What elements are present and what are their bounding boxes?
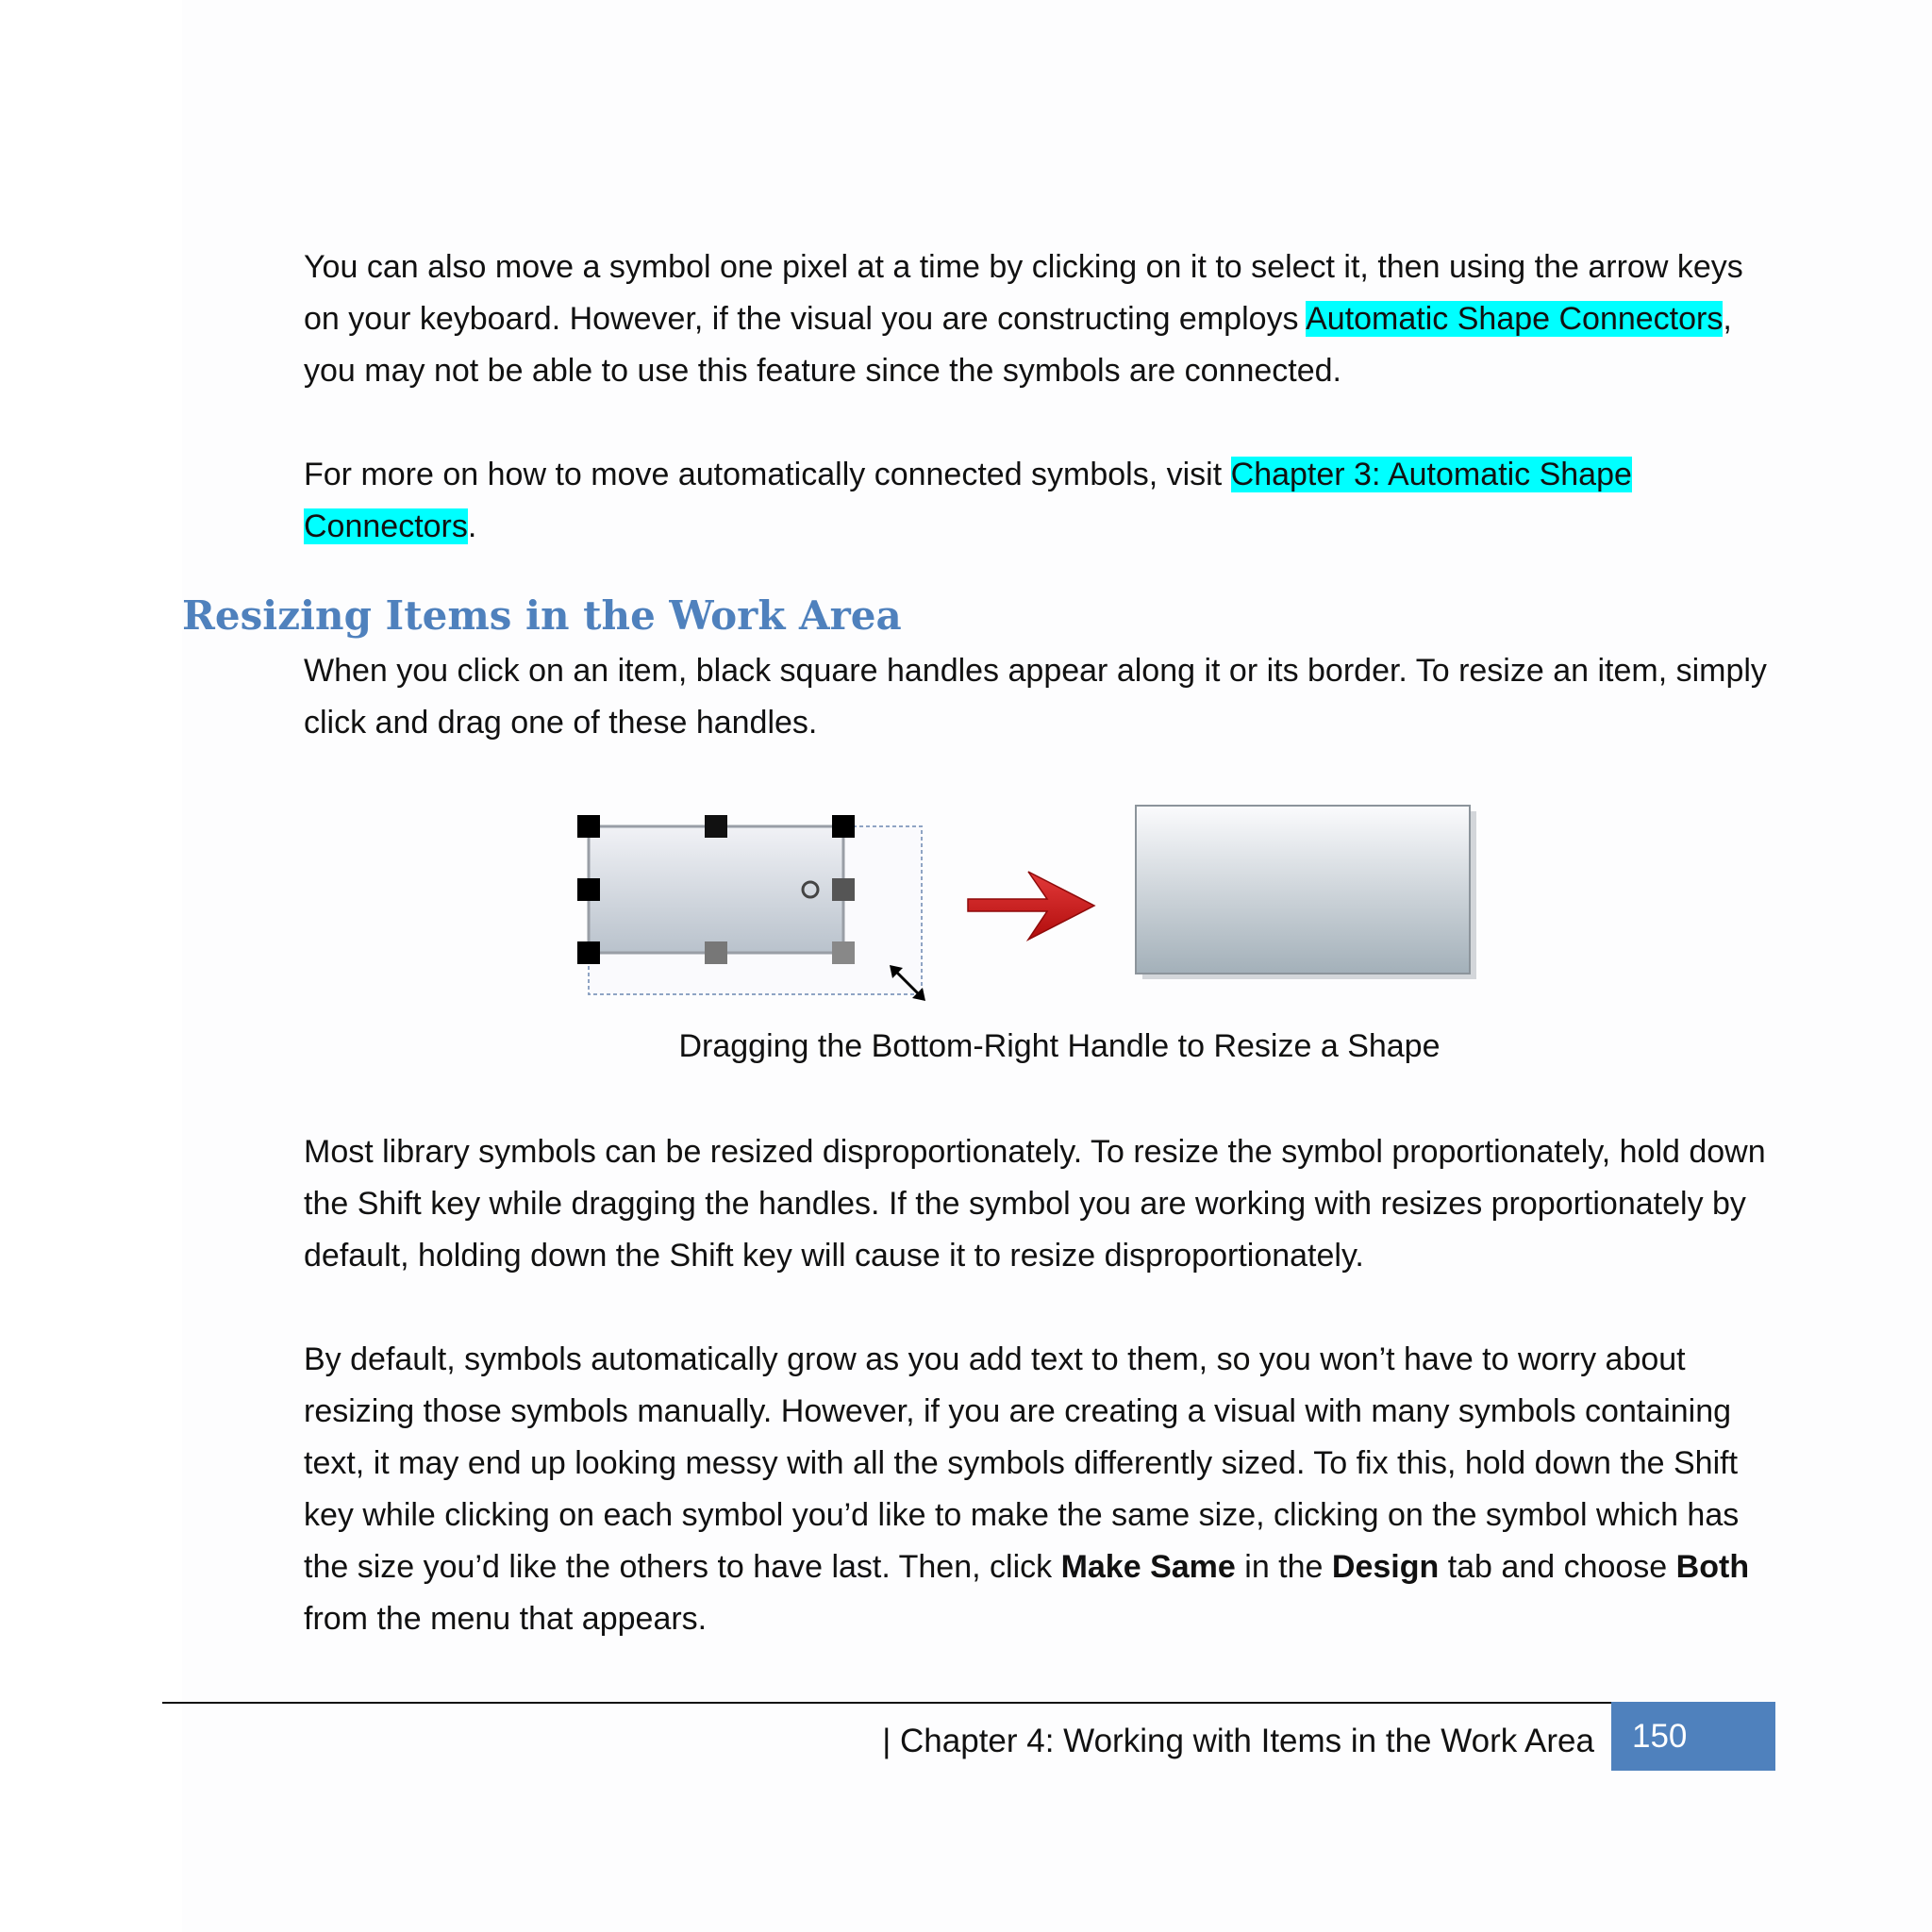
handle-top-left[interactable]: [577, 815, 600, 838]
paragraph-text: By default, symbols automatically grow as you add text to them, so you won’t have to worry about resizing those symbols manually. However, if you are creating a visual with many symbols containing text, it may end up looking messy with all the symbols differently sized. To fix this, hold down the Shift key while clicking on each symbol you’d like to make the same size, clicking on the symbol which has the size you’d like the others to have last. Then, click: [304, 1341, 1740, 1585]
handle-top-right[interactable]: [832, 815, 855, 838]
make-same-label: Make Same: [1060, 1549, 1236, 1585]
paragraph-more-info: [304, 449, 1775, 553]
page-number-badge: [1611, 1702, 1775, 1771]
footer-separator: |: [882, 1723, 891, 1759]
resize-figure: [566, 800, 1509, 1017]
paragraph-text: in the: [1235, 1549, 1332, 1585]
resized-shape-after: [1136, 806, 1476, 979]
paragraph-text: , you may not be able to use this feature since the symbols are connected.: [304, 301, 1732, 389]
paragraph-move-pixel: [304, 242, 1775, 397]
paragraph-text: You can also move a symbol one pixel at a time by clicking on it to select it, then using the arrow keys on your keyboard. However, if the visual you are constructing employs: [304, 249, 1743, 337]
both-option-label: Both: [1675, 1549, 1750, 1585]
footer-chapter: [882, 1713, 1594, 1770]
paragraph-proportional: Most library symbols can be resized disproportionately. To resize the symbol proportionately, hold down the Shift key while dragging the handles. If the symbol you are working with resizes proportionately by default, holding down the Shift key will cause it to resize disproportionately.: [304, 1134, 1766, 1274]
red-arrow-icon: [968, 872, 1094, 940]
selected-shape-before: [577, 815, 925, 1001]
handle-middle-left[interactable]: [577, 878, 600, 901]
handle-top-center[interactable]: [705, 815, 727, 838]
handle-bottom-left[interactable]: [577, 941, 600, 964]
original-shape: [589, 826, 843, 953]
paragraph-make-same: [304, 1334, 1775, 1645]
paragraph-handles: When you click on an item, black square handles appear along it or its border. To resize an item, simply click and drag one of these handles.: [304, 653, 1767, 741]
chapter-3-link[interactable]: Chapter 3: Automatic Shape Connectors: [304, 457, 1632, 544]
resized-shape: [1136, 806, 1470, 974]
paragraph-text: For more on how to move automatically connected symbols, visit: [304, 457, 1231, 492]
handle-bottom-right[interactable]: [832, 941, 855, 964]
paragraph-text: tab and choose: [1439, 1549, 1676, 1585]
figure-caption: Dragging the Bottom-Right Handle to Resize a Shape: [678, 1028, 1441, 1064]
paragraph-text: from the menu that appears.: [304, 1601, 708, 1637]
handle-bottom-center[interactable]: [705, 941, 727, 964]
design-tab-label: Design: [1331, 1549, 1440, 1585]
section-heading: Resizing Items in the Work Area: [182, 592, 902, 639]
footer-chapter-title: Chapter 4: Working with Items in the Work Area: [900, 1723, 1594, 1759]
paragraph-text: .: [467, 508, 477, 544]
resize-illustration: [566, 800, 1509, 1017]
page-number: 150: [1632, 1718, 1688, 1755]
automatic-shape-connectors-link[interactable]: Automatic Shape Connectors: [1306, 301, 1724, 337]
handle-middle-right[interactable]: [832, 878, 855, 901]
footer-divider: [162, 1702, 1775, 1704]
